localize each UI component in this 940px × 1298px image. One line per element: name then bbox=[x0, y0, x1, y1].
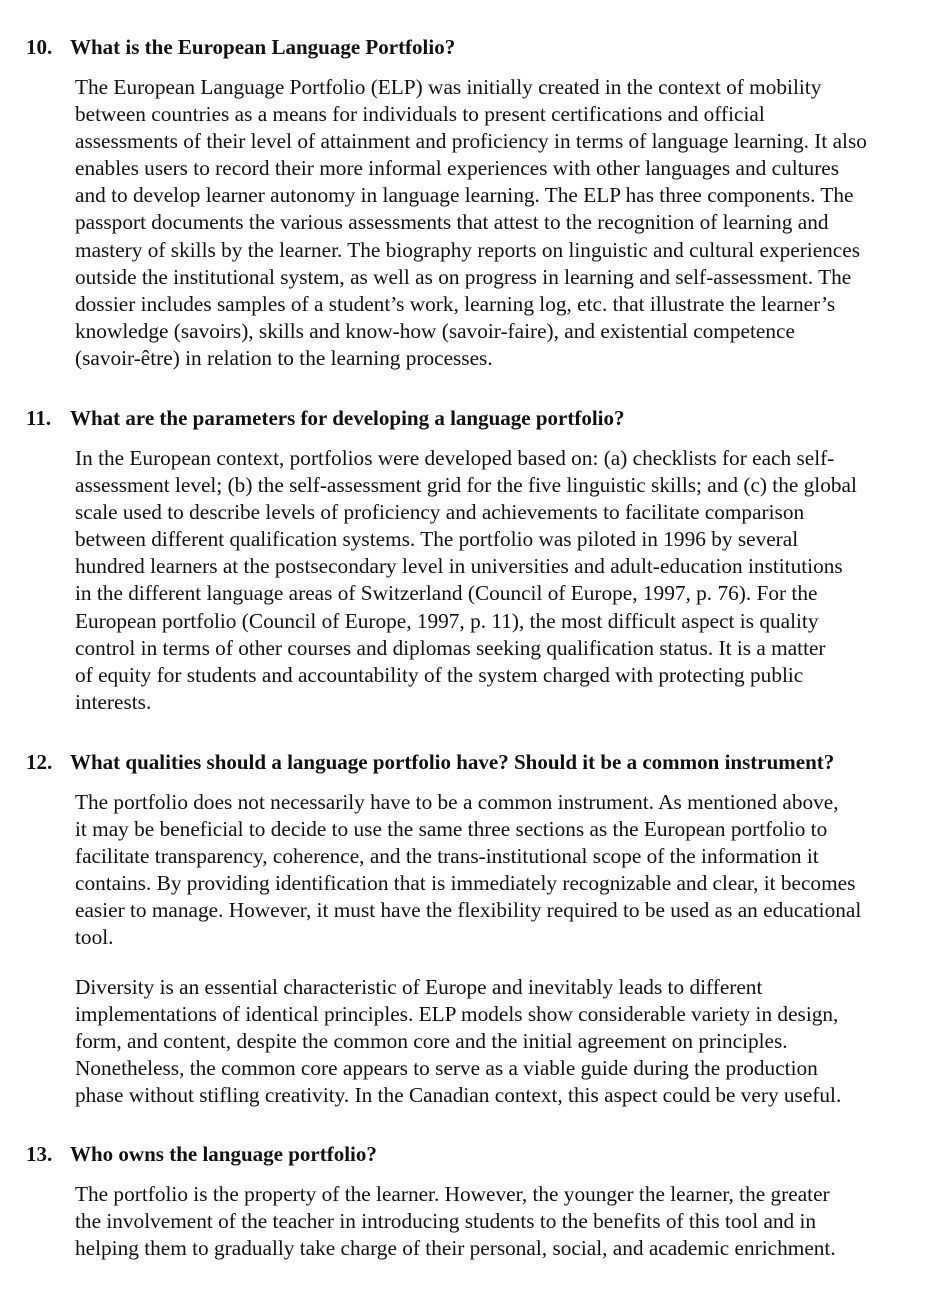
text-line: helping them to gradually take charge of their personal, social, and academic enrichment. bbox=[75, 1236, 836, 1261]
text-line: enables users to record their more informal experiences with other languages and cultures bbox=[75, 156, 840, 181]
text-line: tool. bbox=[75, 925, 114, 950]
paragraph bbox=[75, 445, 857, 716]
section-title: Who owns the language portfolio? bbox=[70, 1142, 377, 1166]
paragraph bbox=[75, 74, 867, 372]
section-title: What qualities should a language portfolio have? Should it be a common instrument? bbox=[70, 750, 835, 774]
text-line: The portfolio does not necessarily have to be a common instrument. As mentioned above, bbox=[75, 790, 839, 814]
text-line: between countries as a means for individuals to present certifications and official bbox=[75, 102, 765, 127]
text-line: dossier includes samples of a student’s work, learning log, etc. that illustrate the learner’s bbox=[75, 291, 836, 316]
section-heading bbox=[26, 34, 455, 61]
text-line: European portfolio (Council of Europe, 1997, p. 11), the most difficult aspect is quality bbox=[75, 608, 819, 633]
text-line: The European Language Portfolio (ELP) was initially created in the context of mobility bbox=[75, 75, 822, 99]
text-line: Diversity is an essential characteristic of Europe and inevitably leads to different bbox=[75, 975, 763, 999]
text-line: phase without stifling creativity. In the Canadian context, this aspect could be very useful. bbox=[75, 1083, 842, 1108]
paragraph bbox=[75, 1181, 836, 1262]
text-line: control in terms of other courses and diplomas seeking qualification status. It is a matter bbox=[75, 635, 826, 660]
paragraph bbox=[75, 789, 861, 952]
text-line: the involvement of the teacher in introducing students to the benefits of this tool and in bbox=[75, 1209, 817, 1234]
text-line: and to develop learner autonomy in language learning. The ELP has three components. The bbox=[75, 183, 854, 208]
section-heading bbox=[26, 1141, 377, 1168]
text-line: facilitate transparency, coherence, and the trans-institutional scope of the information it bbox=[75, 844, 819, 869]
text-line: implementations of identical principles. ELP models show considerable variety in design, bbox=[75, 1002, 839, 1027]
text-line: passport documents the various assessments that attest to the recognition of learning and bbox=[75, 210, 829, 235]
section-heading bbox=[26, 749, 834, 776]
text-line: between different qualification systems. The portfolio was piloted in 1996 by several bbox=[75, 527, 799, 552]
section-title: What is the European Language Portfolio? bbox=[70, 35, 456, 59]
text-line: outside the institutional system, as well as on progress in learning and self-assessment. The bbox=[75, 264, 852, 289]
paragraph bbox=[75, 974, 841, 1109]
section-number: 13. bbox=[26, 1142, 53, 1166]
text-line: of equity for students and accountability of the system charged with protecting public bbox=[75, 662, 804, 687]
text-line: form, and content, despite the common core and the initial agreement on principles. bbox=[75, 1029, 788, 1054]
text-line: hundred learners at the postsecondary level in universities and adult-education institutions bbox=[75, 554, 843, 579]
text-line: scale used to describe levels of proficiency and achievements to facilitate comparison bbox=[75, 500, 805, 525]
section-number: 10. bbox=[26, 35, 53, 59]
text-line: Nonetheless, the common core appears to serve as a viable guide during the production bbox=[75, 1056, 818, 1081]
text-line: it may be beneficial to decide to use the same three sections as the European portfolio to bbox=[75, 817, 828, 842]
text-line: easier to manage. However, it must have the flexibility required to be used as an educational bbox=[75, 898, 862, 923]
text-line: assessments of their level of attainment and proficiency in terms of language learning. It also bbox=[75, 129, 867, 154]
text-line: The portfolio is the property of the learner. However, the younger the learner, the greater bbox=[75, 1182, 830, 1206]
text-line: In the European context, portfolios were developed based on: (a) checklists for each self- bbox=[75, 446, 835, 470]
section-heading bbox=[26, 405, 625, 432]
text-line: knowledge (savoirs), skills and know-how (savoir-faire), and existential competence bbox=[75, 318, 795, 343]
text-line: mastery of skills by the learner. The biography reports on linguistic and cultural experiences bbox=[75, 237, 860, 262]
text-line: assessment level; (b) the self-assessment grid for the five linguistic skills; and (c) the global bbox=[75, 473, 857, 498]
text-line: (savoir-être) in relation to the learning processes. bbox=[75, 345, 493, 370]
text-line: contains. By providing identification that is immediately recognizable and clear, it becomes bbox=[75, 871, 856, 896]
section-number: 11. bbox=[26, 406, 52, 430]
text-line: interests. bbox=[75, 689, 152, 714]
section-number: 12. bbox=[26, 750, 53, 774]
text-line: in the different language areas of Switzerland (Council of Europe, 1997, p. 76). For the bbox=[75, 581, 818, 606]
section-title: What are the parameters for developing a language portfolio? bbox=[70, 406, 625, 430]
